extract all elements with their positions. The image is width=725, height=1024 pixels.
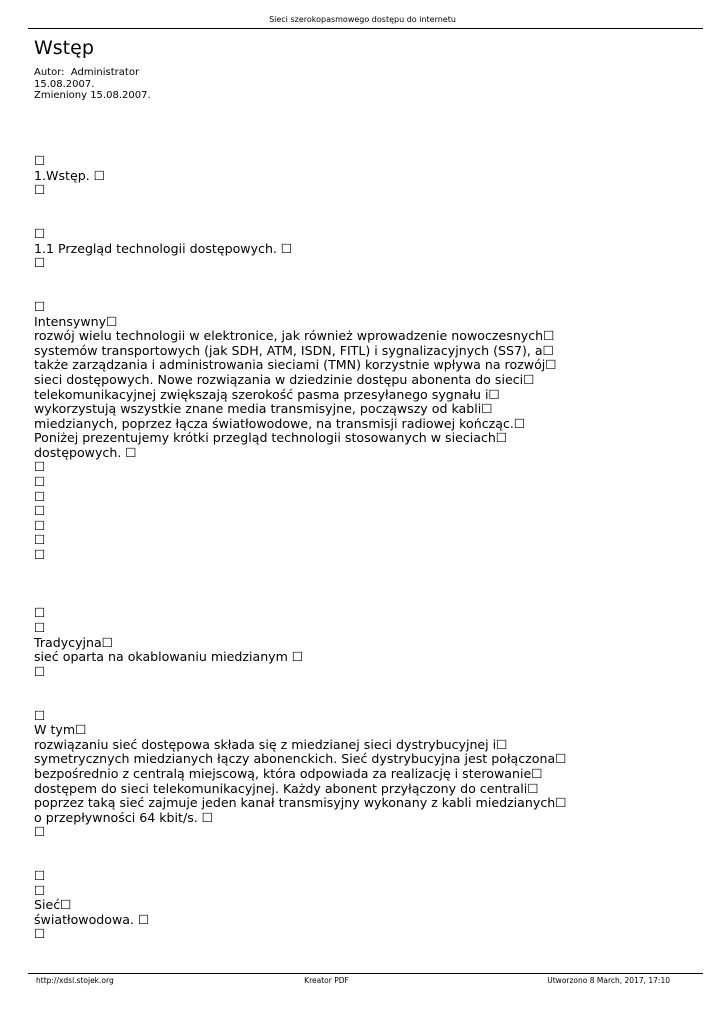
body-line — [34, 592, 694, 607]
body-line: ☐ — [34, 547, 46, 563]
header-rule — [28, 28, 703, 29]
page-header: Sieci szerokopasmowego dostępu do internetu — [269, 15, 456, 24]
body-line: ☐ — [34, 182, 46, 198]
body-line — [34, 563, 694, 578]
footer-url: http://xdsl.stojek.org — [36, 976, 114, 985]
body-line — [34, 212, 694, 227]
body-line: ☐ — [34, 255, 46, 271]
page-title: Wstęp — [34, 37, 94, 59]
body-line: ☐ — [34, 474, 46, 490]
body-line: dostępem do sieci telekomunikacyjnej. Każdy abonent przyłączony do centrali☐ — [34, 780, 539, 796]
body-line: rozwiązaniu sieć dostępowa składa się z miedzianej sieci dystrybucyjnej i☐ — [34, 736, 508, 752]
body-line: ☐ — [34, 532, 46, 548]
body-line: ☐ — [34, 153, 46, 168]
body-line — [34, 271, 694, 286]
body-line: ☐ — [34, 926, 46, 942]
date-line: 15.08.2007. — [34, 78, 95, 90]
body-line: ☐ — [34, 882, 46, 898]
body-line: wykorzystują wszystkie znane media transmisyjne, począwszy od kabli☐ — [34, 401, 493, 417]
body-line: ☐ — [34, 663, 46, 679]
footer-rule — [28, 973, 703, 974]
author-line: Autor: Administrator — [34, 67, 140, 78]
body-line: ☐ — [34, 459, 46, 475]
body-line — [34, 577, 694, 592]
body-line: 1.1 Przegląd technologii dostępowych. ☐ — [34, 240, 293, 256]
body-line: ☐ — [34, 298, 46, 314]
body-line: ☐ — [34, 225, 46, 241]
body-line: ☐ — [34, 868, 46, 884]
body-line: telekomunikacyjnej zwiększają szerokość pasma przesyłanego sygnału i☐ — [34, 386, 500, 402]
article-body — [34, 154, 694, 942]
body-line: Sieć☐ — [34, 897, 72, 913]
body-line: o przepływności 64 kbit/s. ☐ — [34, 809, 214, 825]
body-line — [34, 840, 694, 855]
body-line: Intensywny☐ — [34, 313, 118, 329]
body-line: ☐ — [34, 620, 46, 635]
body-line — [34, 855, 694, 870]
body-line — [34, 679, 694, 694]
body-line — [34, 694, 694, 709]
body-line: ☐ — [34, 605, 46, 621]
body-line: poprzez taką sieć zajmuje jeden kanał transmisyjny wykonany z kabli miedzianych☐ — [34, 795, 567, 811]
body-line: sieć oparta na okablowaniu miedzianym ☐ — [34, 649, 304, 665]
article-meta — [34, 67, 151, 102]
body-line: światłowodowa. ☐ — [34, 911, 150, 927]
modified-line: Zmieniony 15.08.2007. — [34, 90, 151, 101]
body-line: rozwój wielu technologii w elektronice, jak również wprowadzenie nowoczesnych☐ — [34, 328, 555, 344]
body-line: Tradycyjna☐ — [34, 634, 114, 650]
body-line: W tym☐ — [34, 722, 87, 738]
body-line: ☐ — [34, 488, 46, 504]
body-line: 1.Wstęp. ☐ — [34, 167, 106, 183]
body-line: Poniżej prezentujemy krótki przegląd technologii stosowanych w sieciach☐ — [34, 430, 508, 446]
body-line: sieci dostępowych. Nowe rozwiązania w dziedzinie dostępu abonenta do sieci☐ — [34, 371, 535, 387]
footer-generator: Kreator PDF — [304, 976, 349, 985]
body-line: miedzianych, poprzez łącza światłowodowe, na transmisji radiowej kończąc.☐ — [34, 415, 526, 431]
body-line: ☐ — [34, 517, 46, 533]
body-line: ☐ — [34, 503, 46, 519]
body-line: ☐ — [34, 824, 46, 840]
body-line: symetrycznych miedzianych łączy abonenckich. Sieć dystrybucyjna jest połączona☐ — [34, 751, 567, 767]
body-line: dostępowych. ☐ — [34, 444, 137, 460]
footer-created: Utworzono 8 March, 2017, 17:10 — [547, 976, 670, 985]
body-line: ☐ — [34, 707, 46, 723]
body-line: systemów transportowych (jak SDH, ATM, ISDN, FITL) i sygnalizacyjnych (SS7), a☐ — [34, 342, 554, 358]
body-line — [34, 198, 694, 213]
body-line — [34, 285, 694, 300]
body-line: także zarządzania i administrowania sieciami (TMN) korzystnie wpływa na rozwój☐ — [34, 357, 557, 373]
body-line: bezpośrednio z centralą miejscową, która odpowiada za realizację i sterowanie☐ — [34, 765, 543, 781]
